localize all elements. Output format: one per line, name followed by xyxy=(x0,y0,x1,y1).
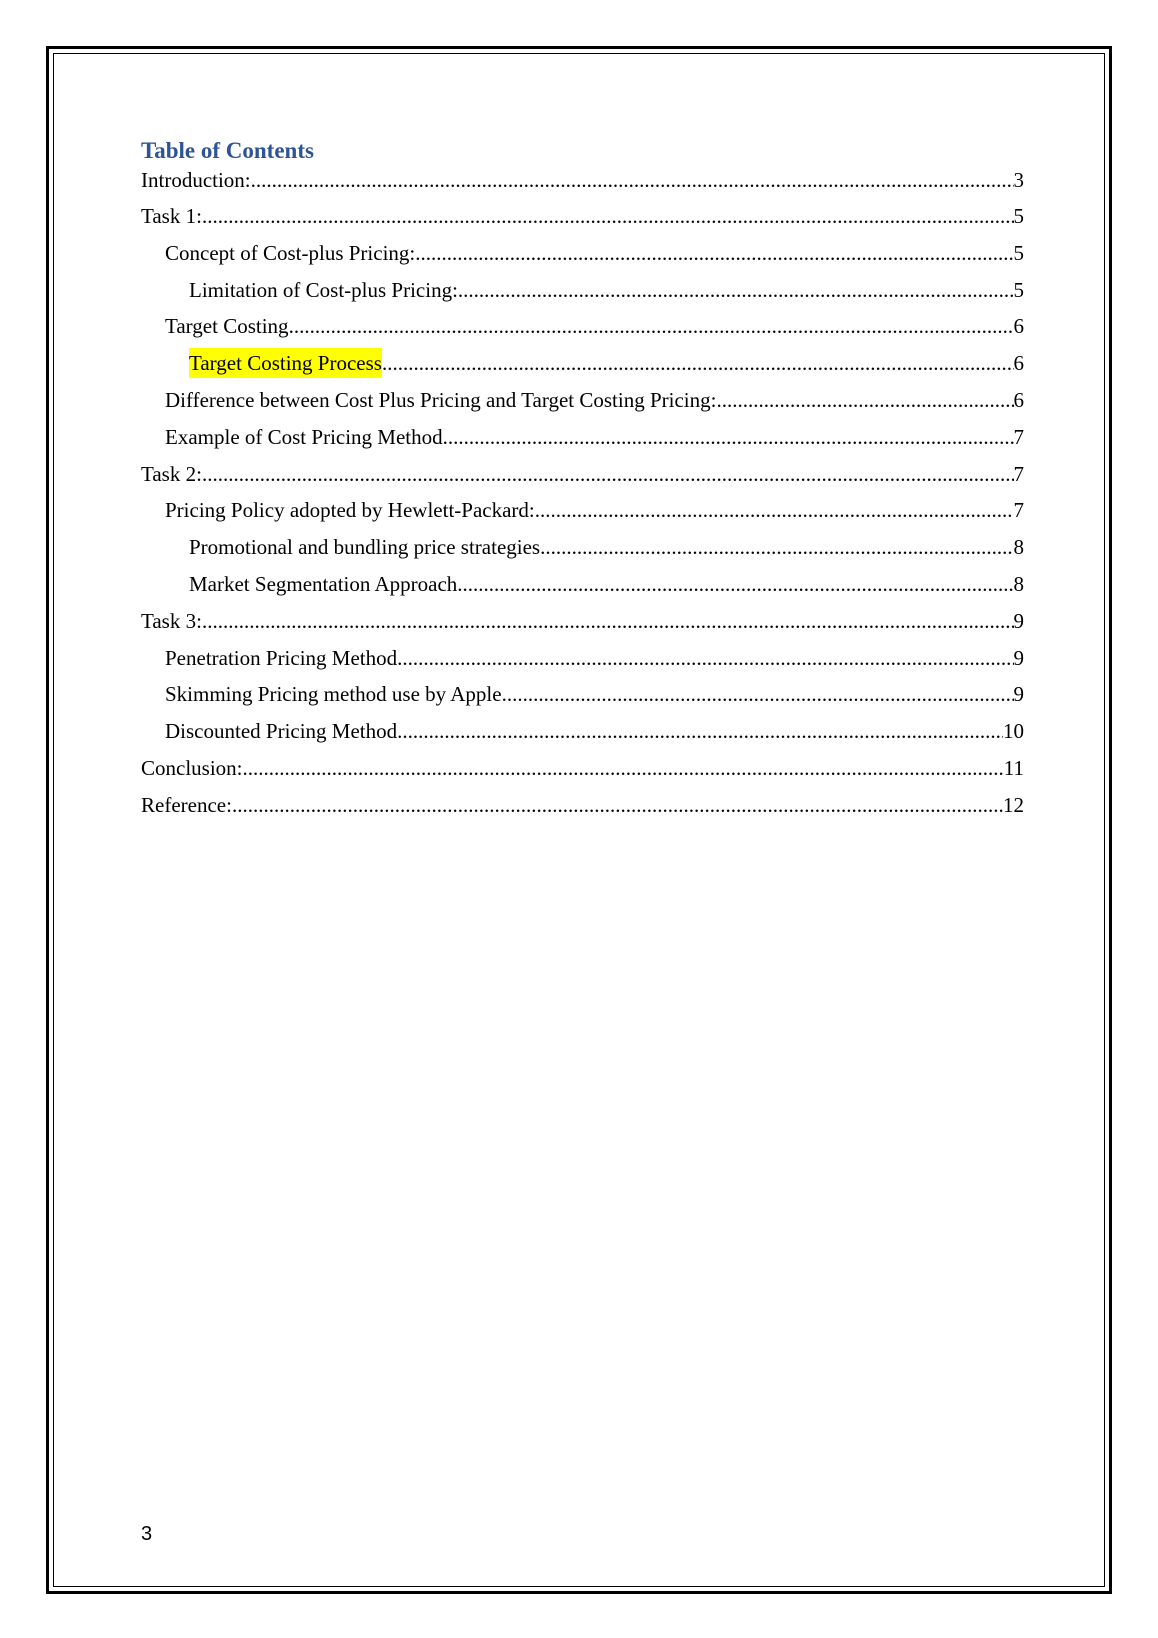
toc-dot-leader xyxy=(502,679,1014,709)
toc-entry[interactable] xyxy=(141,422,1024,459)
toc-entry-page: 7 xyxy=(1013,498,1024,523)
toc-entry-page: 3 xyxy=(1013,168,1024,192)
table-of-contents xyxy=(141,137,1024,827)
toc-entry-text: Promotional and bundling price strategies xyxy=(189,535,541,560)
toc-entry-page: 6 xyxy=(1013,351,1024,376)
toc-entry-text: Reference: xyxy=(141,792,232,817)
toc-dot-leader xyxy=(458,275,1014,305)
toc-entry-page: 9 xyxy=(1013,608,1024,633)
toc-entry-text: Concept of Cost-plus Pricing: xyxy=(165,240,416,265)
toc-entry-text: Penetration Pricing Method xyxy=(165,645,398,670)
toc-entry-text: Limitation of Cost-plus Pricing: xyxy=(189,277,458,302)
toc-dot-leader xyxy=(382,348,1014,378)
toc-entry-text: Difference between Cost Plus Pricing and Target Costing Pricing: xyxy=(165,387,717,412)
toc-entry-text: Task 3: xyxy=(141,608,202,633)
toc-entry-page: 7 xyxy=(1013,424,1024,449)
toc-entry[interactable] xyxy=(141,569,1024,606)
toc-entry-page: 5 xyxy=(1013,240,1024,265)
toc-entry[interactable] xyxy=(141,201,1024,238)
toc-entry[interactable] xyxy=(141,679,1024,716)
toc-entry[interactable] xyxy=(141,275,1024,312)
toc-dot-leader xyxy=(716,385,1013,415)
toc-entry-text: Example of Cost Pricing Method xyxy=(165,424,443,449)
toc-entry-page: 8 xyxy=(1013,571,1024,596)
toc-dot-leader xyxy=(457,569,1013,599)
toc-dot-leader xyxy=(202,201,1014,231)
toc-dot-leader xyxy=(397,643,1013,673)
toc-entry-text: Task 1: xyxy=(141,204,202,228)
toc-dot-leader xyxy=(397,716,1003,746)
toc-entry[interactable] xyxy=(141,753,1024,790)
toc-entry[interactable] xyxy=(141,495,1024,532)
toc-dot-leader xyxy=(289,311,1014,341)
toc-entry-page: 10 xyxy=(1003,719,1024,744)
toc-dot-leader xyxy=(251,165,1014,195)
toc-entry-page: 8 xyxy=(1013,535,1024,560)
toc-entry-text: Introduction: xyxy=(141,168,251,192)
toc-entry[interactable] xyxy=(141,348,1024,385)
toc-title: Table of Contents xyxy=(141,138,314,163)
toc-entry[interactable] xyxy=(141,606,1024,643)
toc-entry-text: Task 2: xyxy=(141,461,202,486)
toc-dot-leader xyxy=(443,422,1014,452)
toc-entry-text: Conclusion: xyxy=(141,755,243,780)
toc-entry-page: 9 xyxy=(1013,645,1024,670)
toc-entry-page: 6 xyxy=(1013,387,1024,412)
toc-dot-leader xyxy=(540,532,1013,562)
toc-entry[interactable] xyxy=(141,790,1024,827)
toc-dot-leader xyxy=(535,495,1014,525)
toc-entry[interactable] xyxy=(141,459,1024,496)
page-number: 3 xyxy=(141,1523,153,1545)
toc-entry-text: Pricing Policy adopted by Hewlett-Packard: xyxy=(165,498,535,523)
toc-entry[interactable] xyxy=(141,643,1024,680)
toc-entry-page: 5 xyxy=(1013,277,1024,302)
toc-entry[interactable] xyxy=(141,165,1024,201)
toc-entry-text: Target Costing Process xyxy=(189,348,382,378)
toc-dot-leader xyxy=(415,238,1013,268)
toc-entry-page: 11 xyxy=(1003,755,1024,780)
toc-dot-leader xyxy=(232,790,1003,820)
toc-entry-page: 6 xyxy=(1013,314,1024,339)
toc-entry[interactable] xyxy=(141,532,1024,569)
toc-entry-text: Discounted Pricing Method xyxy=(165,719,398,744)
toc-entry-page: 7 xyxy=(1013,461,1024,486)
toc-entry[interactable] xyxy=(141,311,1024,348)
toc-entry[interactable] xyxy=(141,385,1024,422)
toc-entry-text: Target Costing xyxy=(165,314,289,339)
toc-entry-text: Market Segmentation Approach xyxy=(189,571,458,596)
toc-entry[interactable] xyxy=(141,716,1024,753)
toc-dot-leader xyxy=(243,753,1004,783)
toc-entry-page: 5 xyxy=(1013,204,1024,228)
toc-entry[interactable] xyxy=(141,238,1024,275)
toc-dot-leader xyxy=(202,606,1014,636)
toc-entry-page: 12 xyxy=(1003,792,1024,817)
toc-dot-leader xyxy=(202,459,1014,489)
toc-entry-page: 9 xyxy=(1013,682,1024,707)
toc-list xyxy=(141,165,1024,827)
toc-entry-text: Skimming Pricing method use by Apple xyxy=(165,682,502,707)
